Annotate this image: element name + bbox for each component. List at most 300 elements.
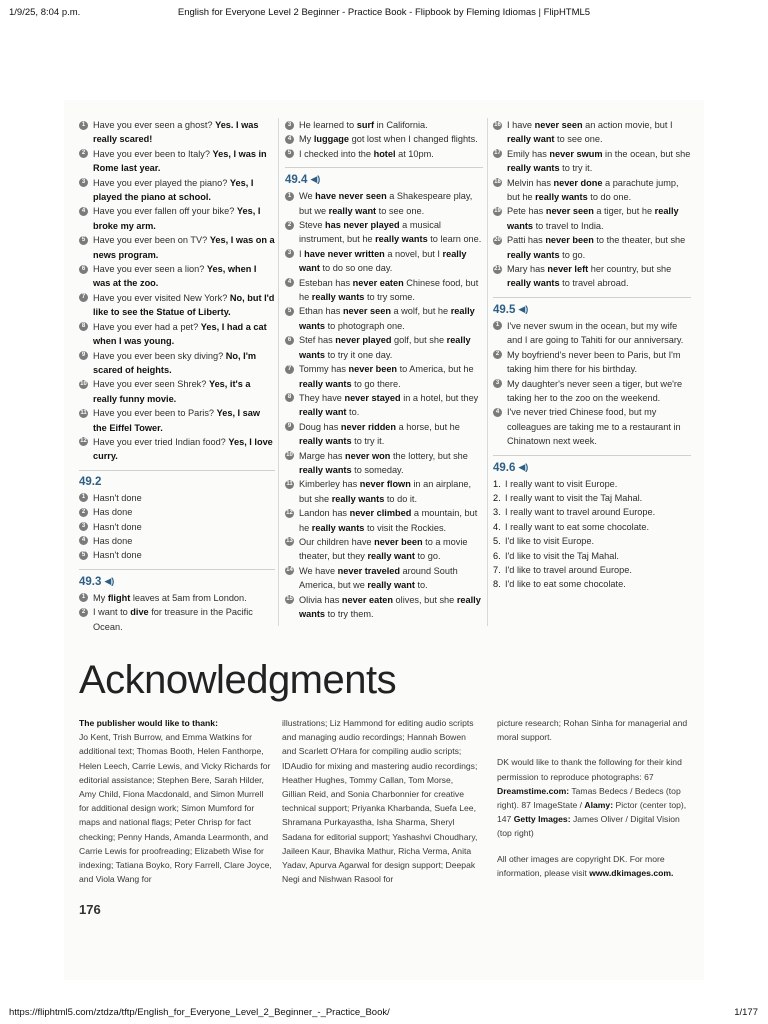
answer-item <box>285 218 483 247</box>
answer-text: Stef has <box>299 335 336 346</box>
answer-keyword: never eaten <box>352 277 404 288</box>
answer-text: Landon has <box>299 508 350 519</box>
answer-item <box>79 505 275 519</box>
answer-text: to try them. <box>325 609 374 619</box>
item-number-badge: 1 <box>79 493 88 502</box>
acknowledgments-text: illustrations; Liz Hammond for editing audio scripts and managing audio recordings; Hannah Bowen and Scarlett O'Hara for compiling audio scripts; IDAudio for mixing and mastering audio recordings; Heather Hughes, Tommy Callan, Tom Morse, Gillian Reid, and Sonia Charbonnier for creative technical support; Priyanka Kharbanda, Suefa Lee, Shramana Purkayastha, Isha Sharma, Sheryl Sadana for editorial support; Yashashvi Choudhary, Jaileen Kaur, Bhavika Mathur, Richa Verma, Anita Yadav, Apurva Agarwal for design support; Deepak Negi and Nishwan Rasool for <box>282 718 478 885</box>
answer-keyword: never seen <box>534 120 583 130</box>
item-number-badge: 6 <box>285 336 294 345</box>
answer-text: in a hotel, but they <box>400 392 479 403</box>
item-number-badge: 5 <box>285 149 294 158</box>
answer-text: My daughter's never seen a tiger, but we're taking her to the zoo on the weekend. <box>507 378 683 403</box>
item-number-badge: 4 <box>493 408 502 417</box>
item-number-badge: 5 <box>285 307 294 316</box>
section-heading-49-6 <box>493 455 691 477</box>
column-divider <box>487 118 488 626</box>
item-number-badge: 3 <box>79 522 88 531</box>
answers-column-1 <box>79 118 275 634</box>
item-number-badge: 9 <box>79 351 88 360</box>
book-page <box>64 100 704 980</box>
answer-keyword: really want <box>507 134 555 145</box>
answer-item <box>493 577 691 591</box>
section-number: 49.5 <box>493 303 516 316</box>
answer-text: I'd like to eat some chocolate. <box>505 579 626 590</box>
answer-item <box>285 593 483 622</box>
section-heading-49-3 <box>79 569 275 591</box>
audio-speaker-icon[interactable]: ◀) <box>310 174 321 185</box>
credit-text: Pictor (center top), 147 <box>497 800 687 825</box>
item-number-badge: 19 <box>494 207 501 214</box>
column-divider <box>278 118 279 626</box>
answer-text: to visit the Rockies. <box>364 522 447 533</box>
answer-item <box>285 247 483 276</box>
answer-item <box>493 319 691 348</box>
answer-keyword: never flown <box>359 479 411 490</box>
answer-text: to travel to India. <box>533 220 604 231</box>
answer-item <box>493 262 691 291</box>
answer-item <box>285 362 483 391</box>
answer-text: Yes, I saw the Eiffel Tower. <box>93 408 261 433</box>
answer-text: to see one. <box>376 205 425 216</box>
question-text: Have you ever been to Paris? <box>93 408 215 419</box>
answer-text: to try some. <box>364 292 415 303</box>
answer-item <box>79 262 275 291</box>
answer-text: My boyfriend's never been to Paris, but I'm taking him there for his birthday. <box>507 349 681 375</box>
answer-text: to go. <box>414 551 441 562</box>
answer-text: for treasure in the Pacific Ocean. <box>93 607 253 632</box>
answer-text: to do one. <box>587 192 632 203</box>
answer-text: in the ocean, but she <box>602 148 691 159</box>
answer-item <box>79 548 275 562</box>
answer-keyword: really want <box>328 205 377 216</box>
answer-text: to do it. <box>384 493 417 504</box>
item-number-badge: 18 <box>494 179 501 186</box>
answer-keyword: never climbed <box>349 508 412 519</box>
answer-text: I really want to eat some chocolate. <box>505 521 650 532</box>
item-number-badge: 17 <box>494 150 501 157</box>
answer-text: a parachute jump, but he <box>507 177 679 203</box>
item-number-badge: 10 <box>80 380 87 387</box>
answer-item <box>79 534 275 548</box>
item-number-badge: 5 <box>79 551 88 560</box>
answer-keyword: never eaten <box>341 594 393 605</box>
answer-text: a tiger, but he <box>593 206 655 217</box>
answer-keyword: never been <box>545 235 594 246</box>
answer-text: got lost when I changed flights. <box>349 134 478 145</box>
item-number-badge: 16 <box>494 121 501 128</box>
answer-text: to try it. <box>559 163 593 174</box>
answer-text: My <box>299 134 314 145</box>
answer-item <box>493 233 691 262</box>
answer-keyword: never traveled <box>337 565 400 576</box>
section-heading-49-5 <box>493 297 691 319</box>
item-number-badge: 2 <box>79 149 88 158</box>
item-number-badge: 12 <box>80 438 87 445</box>
answer-item <box>79 591 275 605</box>
answer-text: We have <box>299 565 338 576</box>
answer-item <box>285 564 483 593</box>
item-number-badge: 7 <box>285 365 294 374</box>
answer-item <box>493 549 691 563</box>
answer-text: Esteban has <box>299 277 353 288</box>
question-text: Have you ever tried Indian food? <box>93 436 226 447</box>
audio-speaker-icon[interactable]: ◀) <box>518 461 529 472</box>
section-number: 49.6 <box>493 461 516 474</box>
answer-text: to try it one day. <box>325 349 393 360</box>
answer-text: Yes, it's a really funny movie. <box>93 379 251 404</box>
answer-item <box>79 320 275 349</box>
answer-text: leaves at 5am from London. <box>130 592 247 603</box>
credit-text: Tamas Bedecs / Bedecs (top right). 87 ImageState / <box>497 785 681 811</box>
answer-text: to America, but he <box>397 364 474 375</box>
answer-keyword: have never seen <box>315 191 387 202</box>
audio-speaker-icon[interactable]: ◀) <box>104 575 115 586</box>
answer-text: I really want to visit the Taj Mahal. <box>505 492 643 503</box>
question-text: Have you ever played the piano? <box>93 177 228 188</box>
answer-item <box>79 349 275 378</box>
answer-item <box>493 118 691 147</box>
section-49-3-answers <box>79 591 275 634</box>
answer-text: her country, but she <box>588 264 672 275</box>
credit-source: Getty Images: <box>513 814 571 825</box>
answer-item <box>79 406 275 435</box>
answer-text: a Shakespeare play, but we <box>299 191 473 216</box>
answer-keyword: really wants <box>535 192 588 203</box>
answer-text: to go. <box>559 249 586 260</box>
answer-keyword: have never written <box>304 248 385 259</box>
answer-item <box>79 204 275 233</box>
answer-text: to do so one day. <box>319 263 393 274</box>
answer-text: I've never tried Chinese food, but my colleagues are taking me to a restaurant in Chinatown next week. <box>507 407 681 447</box>
credit-text: DK would like to thank the following for their kind permission to reproduce photographs: 67 <box>497 757 682 782</box>
answer-item <box>493 491 691 505</box>
answer-keyword: never seen <box>545 206 594 217</box>
copyright-note <box>497 852 693 880</box>
answer-item <box>285 333 483 362</box>
answer-keyword: never left <box>547 264 589 275</box>
item-number-badge: 1 <box>79 121 88 130</box>
answer-item <box>285 189 483 218</box>
print-timestamp: 1/9/25, 8:04 p.m. <box>9 7 81 18</box>
acknowledgments-text: picture research; Rohan Sinha for managerial and moral support. <box>497 718 688 743</box>
answer-keyword: luggage <box>313 134 350 145</box>
answer-keyword: really wants <box>299 306 475 331</box>
item-number-badge: 20 <box>494 236 501 243</box>
answer-text: to try it. <box>351 436 385 447</box>
answer-item <box>493 348 691 377</box>
question-text: Have you ever seen a lion? <box>93 264 205 275</box>
answer-text: I've never swum in the ocean, but my wife and I are going to Tahiti for our anniversary. <box>507 320 684 346</box>
item-number: 7. <box>493 564 501 575</box>
item-number-badge: 9 <box>285 422 294 431</box>
dkimages-link[interactable]: www.dkimages.com. <box>589 867 674 878</box>
answer-text: a wolf, but he <box>390 306 451 317</box>
acknowledgments-title: Acknowledgments <box>79 658 397 702</box>
answers-column-3 <box>493 118 691 592</box>
answer-text: I'd like to visit Europe. <box>505 536 595 547</box>
answer-text: Yes, I was on a news program. <box>93 235 275 260</box>
answer-item <box>285 304 483 333</box>
credit-text: James Oliver / Digital Vision (top right) <box>497 814 680 839</box>
answer-keyword: really wants <box>507 249 560 260</box>
answer-text: an action movie, but I <box>582 120 673 130</box>
answer-text: No, but I'd like to see the Statue of Liberty. <box>93 292 275 318</box>
print-footer <box>0 1004 768 1018</box>
answer-text: Emily has <box>507 148 550 159</box>
item-number-badge: 4 <box>79 207 88 216</box>
answer-keyword: really wants <box>375 234 428 245</box>
answer-text: I checked into the <box>299 148 374 159</box>
answer-text: No, I'm scared of heights. <box>93 350 257 375</box>
section-49-3-answers-continued <box>285 118 483 161</box>
item-number: 1. <box>493 478 501 489</box>
answer-item <box>493 520 691 534</box>
answer-text: My <box>93 592 108 603</box>
answer-text: Has done <box>93 535 133 546</box>
answer-keyword: really wants <box>507 206 679 231</box>
item-number-badge: 5 <box>79 236 88 245</box>
answer-item <box>79 291 275 320</box>
answer-text: I <box>299 248 305 259</box>
item-number-badge: 3 <box>285 121 294 130</box>
answer-item <box>79 233 275 262</box>
answer-keyword: really wants <box>311 522 365 533</box>
answer-item <box>79 118 275 147</box>
answer-keyword: hotel <box>373 148 396 159</box>
answer-text: to the theater, but she <box>593 235 686 246</box>
answer-text: Mary has <box>507 264 548 275</box>
item-number-badge: 15 <box>286 596 293 603</box>
answer-keyword: never played <box>335 335 392 346</box>
answer-text: Patti has <box>507 235 546 246</box>
answer-item <box>493 147 691 176</box>
section-49-2-answers <box>79 491 275 563</box>
answer-keyword: never done <box>553 177 603 188</box>
answer-item <box>285 391 483 420</box>
answer-text: Yes, I played the piano at school. <box>93 177 254 203</box>
answer-text: to go there. <box>351 378 401 389</box>
item-number-badge: 4 <box>285 135 294 144</box>
item-number-badge: 1 <box>79 593 88 602</box>
answer-text: Melvin has <box>507 177 554 188</box>
page-number: 176 <box>79 902 101 917</box>
answer-item <box>493 534 691 548</box>
answer-keyword: really want <box>367 551 415 562</box>
section-49-6-answers <box>493 477 691 592</box>
question-text: Have you ever been sky diving? <box>93 350 224 361</box>
answer-keyword: never been <box>374 536 423 547</box>
answer-text: to a movie theater, but they <box>299 536 468 562</box>
item-number-badge: 2 <box>493 350 502 359</box>
answer-keyword: really wants <box>331 493 385 504</box>
answer-item <box>285 132 483 146</box>
acknowledgments-column-2 <box>282 716 478 886</box>
question-text: Have you ever had a pet? <box>93 321 199 332</box>
answer-text: Yes. I was really scared! <box>93 120 259 145</box>
answer-keyword: never swum <box>549 148 603 159</box>
item-number-badge: 4 <box>79 536 88 545</box>
answer-keyword: really wants <box>299 335 471 360</box>
answer-text: to photograph one. <box>325 320 405 331</box>
answer-text: Ethan has <box>299 306 343 317</box>
answer-text: I want to <box>93 607 131 618</box>
answer-keyword: flight <box>107 592 131 603</box>
answer-item <box>285 506 483 535</box>
answer-text: Olivia has <box>299 594 342 605</box>
answer-text: Hasn't done <box>93 550 142 561</box>
answer-text: I really want to visit Europe. <box>505 478 618 489</box>
answer-keyword: surf <box>356 120 375 130</box>
answer-text: to someday. <box>351 464 404 475</box>
answer-item <box>493 477 691 491</box>
answer-text: Our children have <box>299 536 375 547</box>
answer-keyword: never won <box>344 450 391 461</box>
answer-text: Hasn't done <box>93 521 142 532</box>
answer-text: Yes, I had a cat when I was young. <box>93 321 267 347</box>
answer-text: to. <box>414 580 428 591</box>
section-49-4-answers-continued <box>493 118 691 291</box>
answer-item <box>285 449 483 478</box>
answer-keyword: really want <box>299 407 347 418</box>
answer-text: Hasn't done <box>93 492 142 503</box>
item-number: 4. <box>493 521 501 532</box>
print-title: English for Everyone Level 2 Beginner - Practice Book - Flipbook by Fleming Idiomas | FlipHTML5 <box>177 7 591 18</box>
answer-item <box>79 377 275 406</box>
item-number-badge: 8 <box>285 393 294 402</box>
answer-text: Doug has <box>299 421 341 432</box>
item-number: 6. <box>493 550 501 561</box>
acknowledgments-text: Jo Kent, Trish Burrow, and Emma Watkins for additional text; Thomas Booth, Helen Fanthorpe, Helen Leech, Carrie Lewis, and Vicky Richards for editorial assistance; Stephen Bere, Sarah Hilder, Amy Child, Fiona Macdonald, and Simon Murrell for additional design work; Simon Mumford for maps and national flags; Peter Chrisp for fact checking; Penny Hands, Amanda Learmonth, and Carrie Lewis for proofreading; Elizabeth Wise for indexing; Tatiana Boyko, Rory Farrell, Clare Joyce, and Viola Wang for <box>79 732 272 885</box>
answer-text: Marge has <box>299 450 345 461</box>
answer-keyword: really want <box>367 580 415 591</box>
item-number: 8. <box>493 579 501 590</box>
answer-text: I really want to travel around Europe. <box>505 507 656 518</box>
answer-keyword: dive <box>130 607 149 618</box>
print-page-count: 1/177 <box>734 1007 758 1018</box>
answer-text: at 10pm. <box>395 148 434 159</box>
answer-keyword: really wants <box>507 163 560 174</box>
section-number: 49.3 <box>79 575 102 588</box>
answer-text: the lottery, but she <box>390 450 468 461</box>
section-49-5-answers <box>493 319 691 449</box>
answer-text: a horse, but he <box>396 421 460 432</box>
answer-text: olives, but she <box>392 594 457 605</box>
copyright-text: All other images are copyright DK. For more information, please visit <box>497 853 665 878</box>
answer-item <box>79 491 275 505</box>
item-number-badge: 7 <box>79 293 88 302</box>
item-number-badge: 11 <box>80 409 87 416</box>
answer-text: Has done <box>93 507 133 518</box>
item-number-badge: 12 <box>286 509 293 516</box>
answer-item <box>493 204 691 233</box>
question-text: Have you ever visited New York? <box>93 292 228 303</box>
acknowledgments-column-3 <box>497 716 693 891</box>
answer-item <box>285 118 483 132</box>
audio-speaker-icon[interactable]: ◀) <box>518 303 529 314</box>
question-text: Have you ever seen a ghost? <box>93 120 213 130</box>
item-number-badge: 11 <box>286 480 293 487</box>
answer-keyword: really want <box>299 248 467 274</box>
answer-item <box>285 420 483 449</box>
item-number-badge: 8 <box>79 322 88 331</box>
answer-item <box>79 605 275 634</box>
answer-text: a mountain, but he <box>299 508 478 533</box>
answer-item <box>285 535 483 564</box>
question-text: Have you ever seen Shrek? <box>93 379 207 390</box>
answer-item <box>285 276 483 305</box>
answer-text: Yes, I was in Rome last year. <box>93 148 267 174</box>
acknowledgments-column-1 <box>79 716 275 886</box>
print-header <box>0 4 768 18</box>
item-number-badge: 6 <box>79 265 88 274</box>
item-number-badge: 2 <box>79 608 88 617</box>
answer-keyword: never ridden <box>340 421 397 432</box>
answer-text: in California. <box>374 120 428 130</box>
item-number: 3. <box>493 507 501 518</box>
answer-item <box>493 377 691 406</box>
answer-item <box>493 405 691 448</box>
answer-text: to travel abroad. <box>559 278 629 289</box>
section-heading-49-2 <box>79 470 275 491</box>
answer-text: Pete has <box>507 206 546 217</box>
answer-item <box>285 147 483 161</box>
section-number: 49.4 <box>285 174 308 187</box>
answer-keyword: really wants <box>311 292 365 303</box>
answer-keyword: has never played <box>325 220 400 231</box>
item-number-badge: 3 <box>79 178 88 187</box>
answer-item <box>493 505 691 519</box>
answer-text: Yes, I broke my arm. <box>93 206 261 231</box>
answer-text: I have <box>507 120 535 130</box>
answer-item <box>493 563 691 577</box>
answer-item <box>79 176 275 205</box>
item-number: 2. <box>493 492 501 503</box>
answer-text: in an airplane, but she <box>299 479 472 504</box>
answer-keyword: really wants <box>299 436 352 447</box>
answer-text: around South America, but we <box>299 565 458 591</box>
print-url: https://fliphtml5.com/ztdza/tftp/English_for_Everyone_Level_2_Beginner_-_Practice_Book/ <box>9 1007 390 1018</box>
answer-text: We <box>299 191 316 202</box>
item-number-badge: 13 <box>286 538 293 545</box>
answer-text: to learn one. <box>427 234 482 245</box>
section-49-1-answers <box>79 118 275 464</box>
answer-text: golf, but she <box>391 335 447 346</box>
answer-text: to. <box>346 407 360 418</box>
item-number-badge: 10 <box>286 452 293 459</box>
answer-text: a musical instrument, but he <box>299 220 441 245</box>
section-number: 49.2 <box>79 475 102 488</box>
answer-keyword: never stayed <box>344 392 401 403</box>
answer-item <box>79 147 275 176</box>
answer-keyword: never seen <box>342 306 391 317</box>
answer-item <box>79 435 275 464</box>
answer-text: They have <box>299 392 345 403</box>
credit-source: Alamy: <box>584 800 614 811</box>
answer-text: Tommy has <box>299 364 349 375</box>
credit-source: Dreamstime.com: <box>497 785 570 796</box>
item-number-badge: 14 <box>286 567 293 574</box>
question-text: Have you ever been to Italy? <box>93 148 210 159</box>
answers-column-2 <box>285 118 483 621</box>
answer-text: Yes, I love curry. <box>93 436 273 462</box>
answer-text: I'd like to travel around Europe. <box>505 564 632 575</box>
item-number-badge: 1 <box>285 192 294 201</box>
acknowledgments-lead: The publisher would like to thank: <box>79 718 218 728</box>
answer-text: Kimberley has <box>299 479 360 490</box>
answer-text: to see one. <box>554 134 603 145</box>
answer-keyword: really wants <box>299 594 481 619</box>
item-number-badge: 1 <box>493 321 502 330</box>
